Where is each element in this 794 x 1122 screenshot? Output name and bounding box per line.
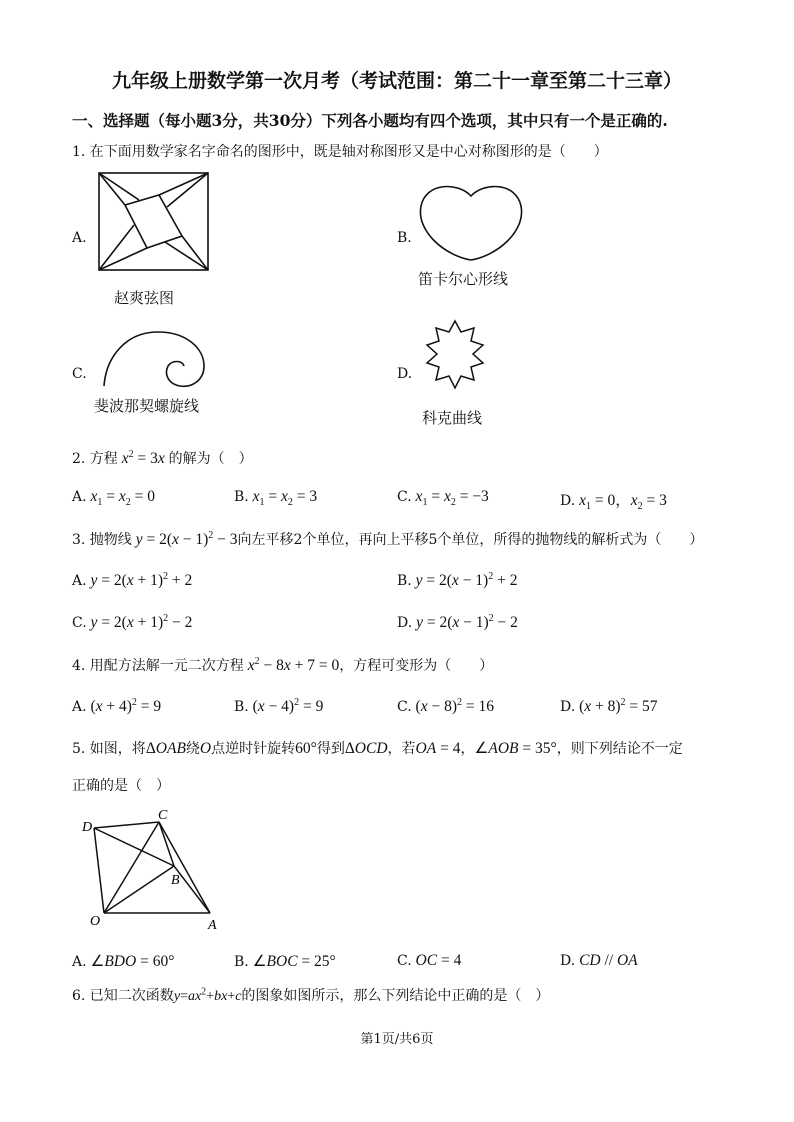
q4-stem-suffix: ，方程可变形为（ ） (339, 658, 494, 674)
q4-option-b-label: B. (234, 699, 249, 716)
q3-stem-prefix: 3. 抛物线 (72, 532, 132, 548)
q5-option-c-label: C. (397, 953, 412, 969)
rotation-diagram (80, 808, 230, 933)
q5-option-b-label: B. (234, 954, 249, 970)
q2-option-d-label: D. (560, 493, 576, 509)
q4-option-d: D. $(x + 8)^2 = 57$ (560, 697, 658, 716)
q3-option-c: C. $y = 2(x + 1)^2 - 2$ (72, 613, 193, 632)
koch-snowflake-diagram (414, 318, 496, 404)
question-1-stem: 1. 在下面用数学家名字命名的图形中，既是轴对称图形又是中心对称图形的是（ ） (72, 144, 608, 160)
q5-text-4: 得到 (316, 741, 345, 757)
q3-option-d: D. $y = 2(x - 1)^2 - 2$ (397, 613, 518, 632)
page-footer: 第1页/共6页 (360, 1032, 434, 1047)
q4-option-a-label: A. (72, 699, 87, 716)
q4-option-d-label: D. (560, 699, 576, 716)
question-6-stem: 6. 已知二次函数$y=ax^2+bx+c$的图象如图所示，那么下列结论中正确的是（ ） (72, 986, 550, 1004)
q1-caption-b: 笛卡尔心形线 (418, 270, 509, 288)
q3-option-a: A. $y = 2(x + 1)^2 + 2$ (72, 571, 193, 590)
q1-option-a-label: A. (72, 230, 87, 246)
q5-option-d-label: D. (560, 953, 576, 969)
q2-option-d: D. $x_1 = 0$，$x_2 = 3$ (560, 492, 667, 513)
q2-stem-suffix: 的解为（ ） (168, 451, 253, 467)
q5-option-a-label: A. (72, 954, 87, 970)
q1-caption-d: 科克曲线 (422, 409, 483, 427)
q5-option-d: D. CD // OA (560, 952, 638, 969)
q2-stem-prefix: 2. 方程 (72, 451, 118, 467)
q3-option-a-label: A. (72, 573, 87, 590)
q5-option-b: B. ∠BOC = 25° (234, 953, 336, 970)
question-3-stem: 3. 抛物线 $y = 2(x - 1)^2 - 3$向左平移2个单位，再向上平移5个单位，所得的抛物线的解析式为（ ） (72, 529, 704, 548)
question-4-stem: 4. 用配方法解一元二次方程 $x^2 - 8x + 7 = 0$，方程可变形为（ ） (72, 655, 494, 674)
q2-option-a: A. $x_1 = x_2 = 0$ (72, 488, 155, 509)
q3-option-b-label: B. (397, 573, 412, 590)
q1-option-c-label: C. (72, 366, 87, 382)
point-d-label: D (82, 820, 93, 835)
q4-option-b: B. $(x - 4)^2 = 9$ (234, 697, 324, 716)
q6-stem-suffix: 的图象如图所示，那么下列结论中正确的是（ ） (241, 988, 550, 1004)
point-o-label: O (90, 914, 101, 929)
q2-option-b: B. $x_1 = x_2 = 3$ (234, 488, 318, 509)
q5-option-c: C. OC = 4 (397, 952, 462, 969)
q3-option-c-label: C. (72, 615, 87, 632)
zhao-shuang-diagram (98, 172, 210, 272)
q3-option-b: B. $y = 2(x - 1)^2 + 2$ (397, 571, 518, 590)
q2-option-c: C. $x_1 = x_2 = -3$ (397, 488, 489, 509)
q5-text-2: 绕 (185, 741, 200, 757)
q4-stem-prefix: 4. 用配方法解一元二次方程 (72, 658, 244, 674)
q4-option-a: A. $(x + 4)^2 = 9$ (72, 697, 162, 716)
question-5-stem-line2: 正确的是（ ） (72, 778, 170, 794)
question-5-stem-line1: 5. 如图，将ΔOAB绕O点逆时针旋转60°得到ΔOCD，若OA = 4，∠AOB = 35°，则下列结论不一定 (72, 740, 683, 757)
question-2-stem: 2. 方程 $x^2 = 3x$ 的解为（ ） (72, 448, 253, 467)
page-title: 九年级上册数学第一次月考（考试范围：第二十一章至第二十三章） (111, 70, 682, 92)
q2-option-c-label: C. (397, 489, 412, 505)
section-heading: 一、选择题（每小题3分，共30分）下列各小题均有四个选项，其中只有一个是正确的. (72, 111, 668, 130)
q4-option-c: C. $(x - 8)^2 = 16$ (397, 697, 495, 716)
q3-stem-suffix: 向左平移2个单位，再向上平移5个单位，所得的抛物线的解析式为（ ） (237, 532, 704, 548)
q2-option-b-label: B. (234, 489, 249, 505)
q5-text-1: 5. 如图，将 (72, 741, 146, 757)
q6-stem-prefix: 6. 已知二次函数 (72, 988, 174, 1004)
q5-text-3: 点逆时针旋转 (211, 741, 296, 757)
point-a-label: A (208, 918, 217, 933)
q5-text-6: ， (460, 741, 475, 757)
q1-option-d-label: D. (397, 366, 413, 382)
q1-option-b-label: B. (397, 230, 412, 246)
point-b-label: B (171, 873, 180, 888)
q2-option-a-label: A. (72, 489, 87, 505)
q1-caption-c: 斐波那契螺旋线 (94, 397, 200, 415)
point-c-label: C (158, 808, 168, 823)
q5-text-7: ，则下列结论不一定 (556, 741, 683, 757)
q1-caption-a: 赵爽弦图 (114, 289, 175, 307)
cardioid-diagram (418, 184, 524, 262)
q5-option-a: A. ∠BDO = 60° (72, 953, 175, 970)
q5-text-5: ，若 (387, 741, 416, 757)
fibonacci-spiral-diagram (100, 328, 210, 390)
q4-option-c-label: C. (397, 699, 412, 716)
q3-option-d-label: D. (397, 615, 413, 632)
